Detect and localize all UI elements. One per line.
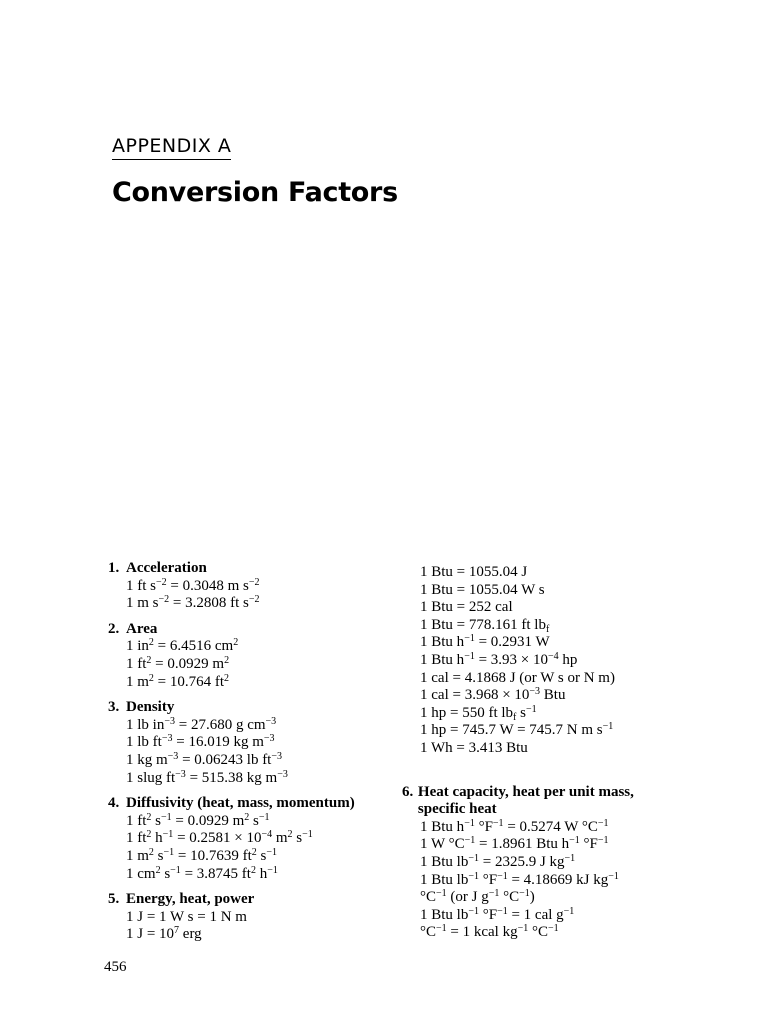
conversion-entry: 1 $cm^2$ $s^{-1} = 3.8745$ $ft^2$ $h^{-1}$ (126, 864, 278, 882)
conversion-entry: 1 Btu $h^{-1}$ $^\circ F^{-1} = 0.5274$ W $^\circ C^{-1}$ (420, 817, 609, 835)
conversion-entry: 1 hp = 550 ft $lb_f$ $s^{-1}$ (420, 703, 537, 723)
section-title: Energy, heat, power (126, 891, 255, 908)
conversion-entry: 1 slug $ft^{-3} = 515.38$ kg $m^{-3}$ (126, 768, 288, 786)
conversion-entry: 1 cal = $3.968 \times 10^{-3}$ Btu (420, 686, 566, 704)
conversion-entry: 1 Wh = 3.413 Btu (420, 739, 528, 756)
section-heading (108, 621, 398, 639)
conversion-entry: 1 $ft^2$ $s^{-1} = 0.0929$ $m^2$ $s^{-1}$ (126, 811, 270, 829)
section-number: 5. (108, 891, 120, 908)
section-title: Diffusivity (heat, mass, momentum) (126, 795, 355, 812)
conversion-entry: 1 $in^2 = 6.4516$ $cm^2$ (126, 637, 239, 655)
section-5-continued (402, 564, 682, 758)
section-area (108, 621, 398, 691)
section-number: 1. (108, 560, 120, 576)
conversion-entry: 1 Btu $h^{-1} = 3.93 \times 10^{-4}$ hp (420, 650, 578, 668)
section-density (108, 699, 398, 787)
conversion-entry: $^\circ C^{-1} = 1$ kcal $kg^{-1}$ $^\circ C^{-1}$ (420, 923, 559, 941)
section-number: 3. (108, 699, 120, 716)
conversion-entry: $^\circ C^{-1}$ (or J $g^{-1}$ $^\circ C^{-1}$) (420, 888, 535, 906)
conversion-entry: 1 $ft^2 = 0.0929$ $m^2$ (126, 654, 230, 672)
conversion-entry: 1 Btu = 252 cal (420, 599, 513, 616)
conversion-entry: 1 lb $in^{-3} = 27.680$ g $cm^{-3}$ (126, 715, 277, 733)
section-heat-capacity (402, 784, 682, 942)
conversion-entry: 1 $m^2 = 10.764$ $ft^2$ (126, 672, 230, 690)
conversion-entry: 1 Btu $lb^{-1} = 2325.9$ J $kg^{-1}$ (420, 852, 576, 870)
section-title: Area (126, 620, 158, 637)
conversion-entry: 1 lb $ft^{-3} = 16.019$ kg $m^{-3}$ (126, 733, 275, 751)
conversion-entry: 1 Btu = 778.161 ft $lb_f$ (420, 616, 550, 635)
section-heading (108, 891, 398, 909)
conversion-entry: 1 W $^\circ C^{-1} = 1.8961$ Btu $h^{-1}$ $^\circ F^{-1}$ (420, 835, 609, 853)
conversion-entry: 1 $ft^2$ $h^{-1} = 0.2581 \times 10^{-4}$ $m^2$ $s^{-1}$ (126, 829, 313, 847)
conversion-entry: 1 hp = 745.7 W = 745.7 N m $s^{-1}$ (420, 721, 614, 739)
section-diffusivity (108, 795, 398, 883)
right-column (402, 564, 682, 950)
conversion-entry: 1 m $s^{-2} = 3.2808$ ft $s^{-2}$ (126, 594, 260, 612)
conversion-entry: 1 Btu = 1055.04 W s (420, 581, 545, 598)
section-energy (108, 891, 398, 944)
section-number: 2. (108, 620, 120, 637)
conversion-entry: 1 cal = 4.1868 J (or W s or N m) (420, 669, 615, 686)
appendix-label: APPENDIX A (112, 134, 231, 160)
section-heading (108, 560, 398, 578)
left-column (108, 560, 398, 952)
conversion-entry: 1 kg $m^{-3} = 0.06243$ lb $ft^{-3}$ (126, 750, 282, 768)
conversion-entry: 1 Btu $h^{-1} = 0.2931$ W (420, 633, 550, 651)
conversion-entry: 1 $m^2$ $s^{-1} = 10.7639$ $ft^2$ $s^{-1}$ (126, 846, 278, 864)
section-title: Acceleration (126, 560, 207, 576)
section-number: 6. (402, 783, 414, 800)
section-heading (108, 795, 398, 813)
section-title: Heat capacity, heat per unit mass, specific heat (417, 783, 634, 818)
conversion-entry: 1 ft $s^{-2} = 0.3048$ m $s^{-2}$ (126, 576, 260, 594)
section-heading (108, 699, 398, 717)
conversion-entry: 1 $J = 10^7$ erg (126, 925, 202, 943)
section-title: Density (126, 699, 175, 716)
section-number: 4. (108, 795, 120, 812)
page-title: Conversion Factors (112, 177, 398, 208)
conversion-entry: 1 Btu $lb^{-1}$ $^\circ F^{-1} = 1$ cal $g^{-1}$ (420, 905, 575, 923)
section-heading (402, 784, 682, 819)
conversion-entry: 1 J = 1 W s = 1 N m (126, 908, 247, 925)
page-number: 456 (104, 959, 127, 975)
conversion-entry: 1 Btu $lb^{-1}$ $^\circ F^{-1} = 4.18669$ kJ $kg^{-1}$ (420, 870, 619, 888)
conversion-entry: 1 Btu = 1055.04 J (420, 564, 528, 580)
section-acceleration (108, 560, 398, 613)
